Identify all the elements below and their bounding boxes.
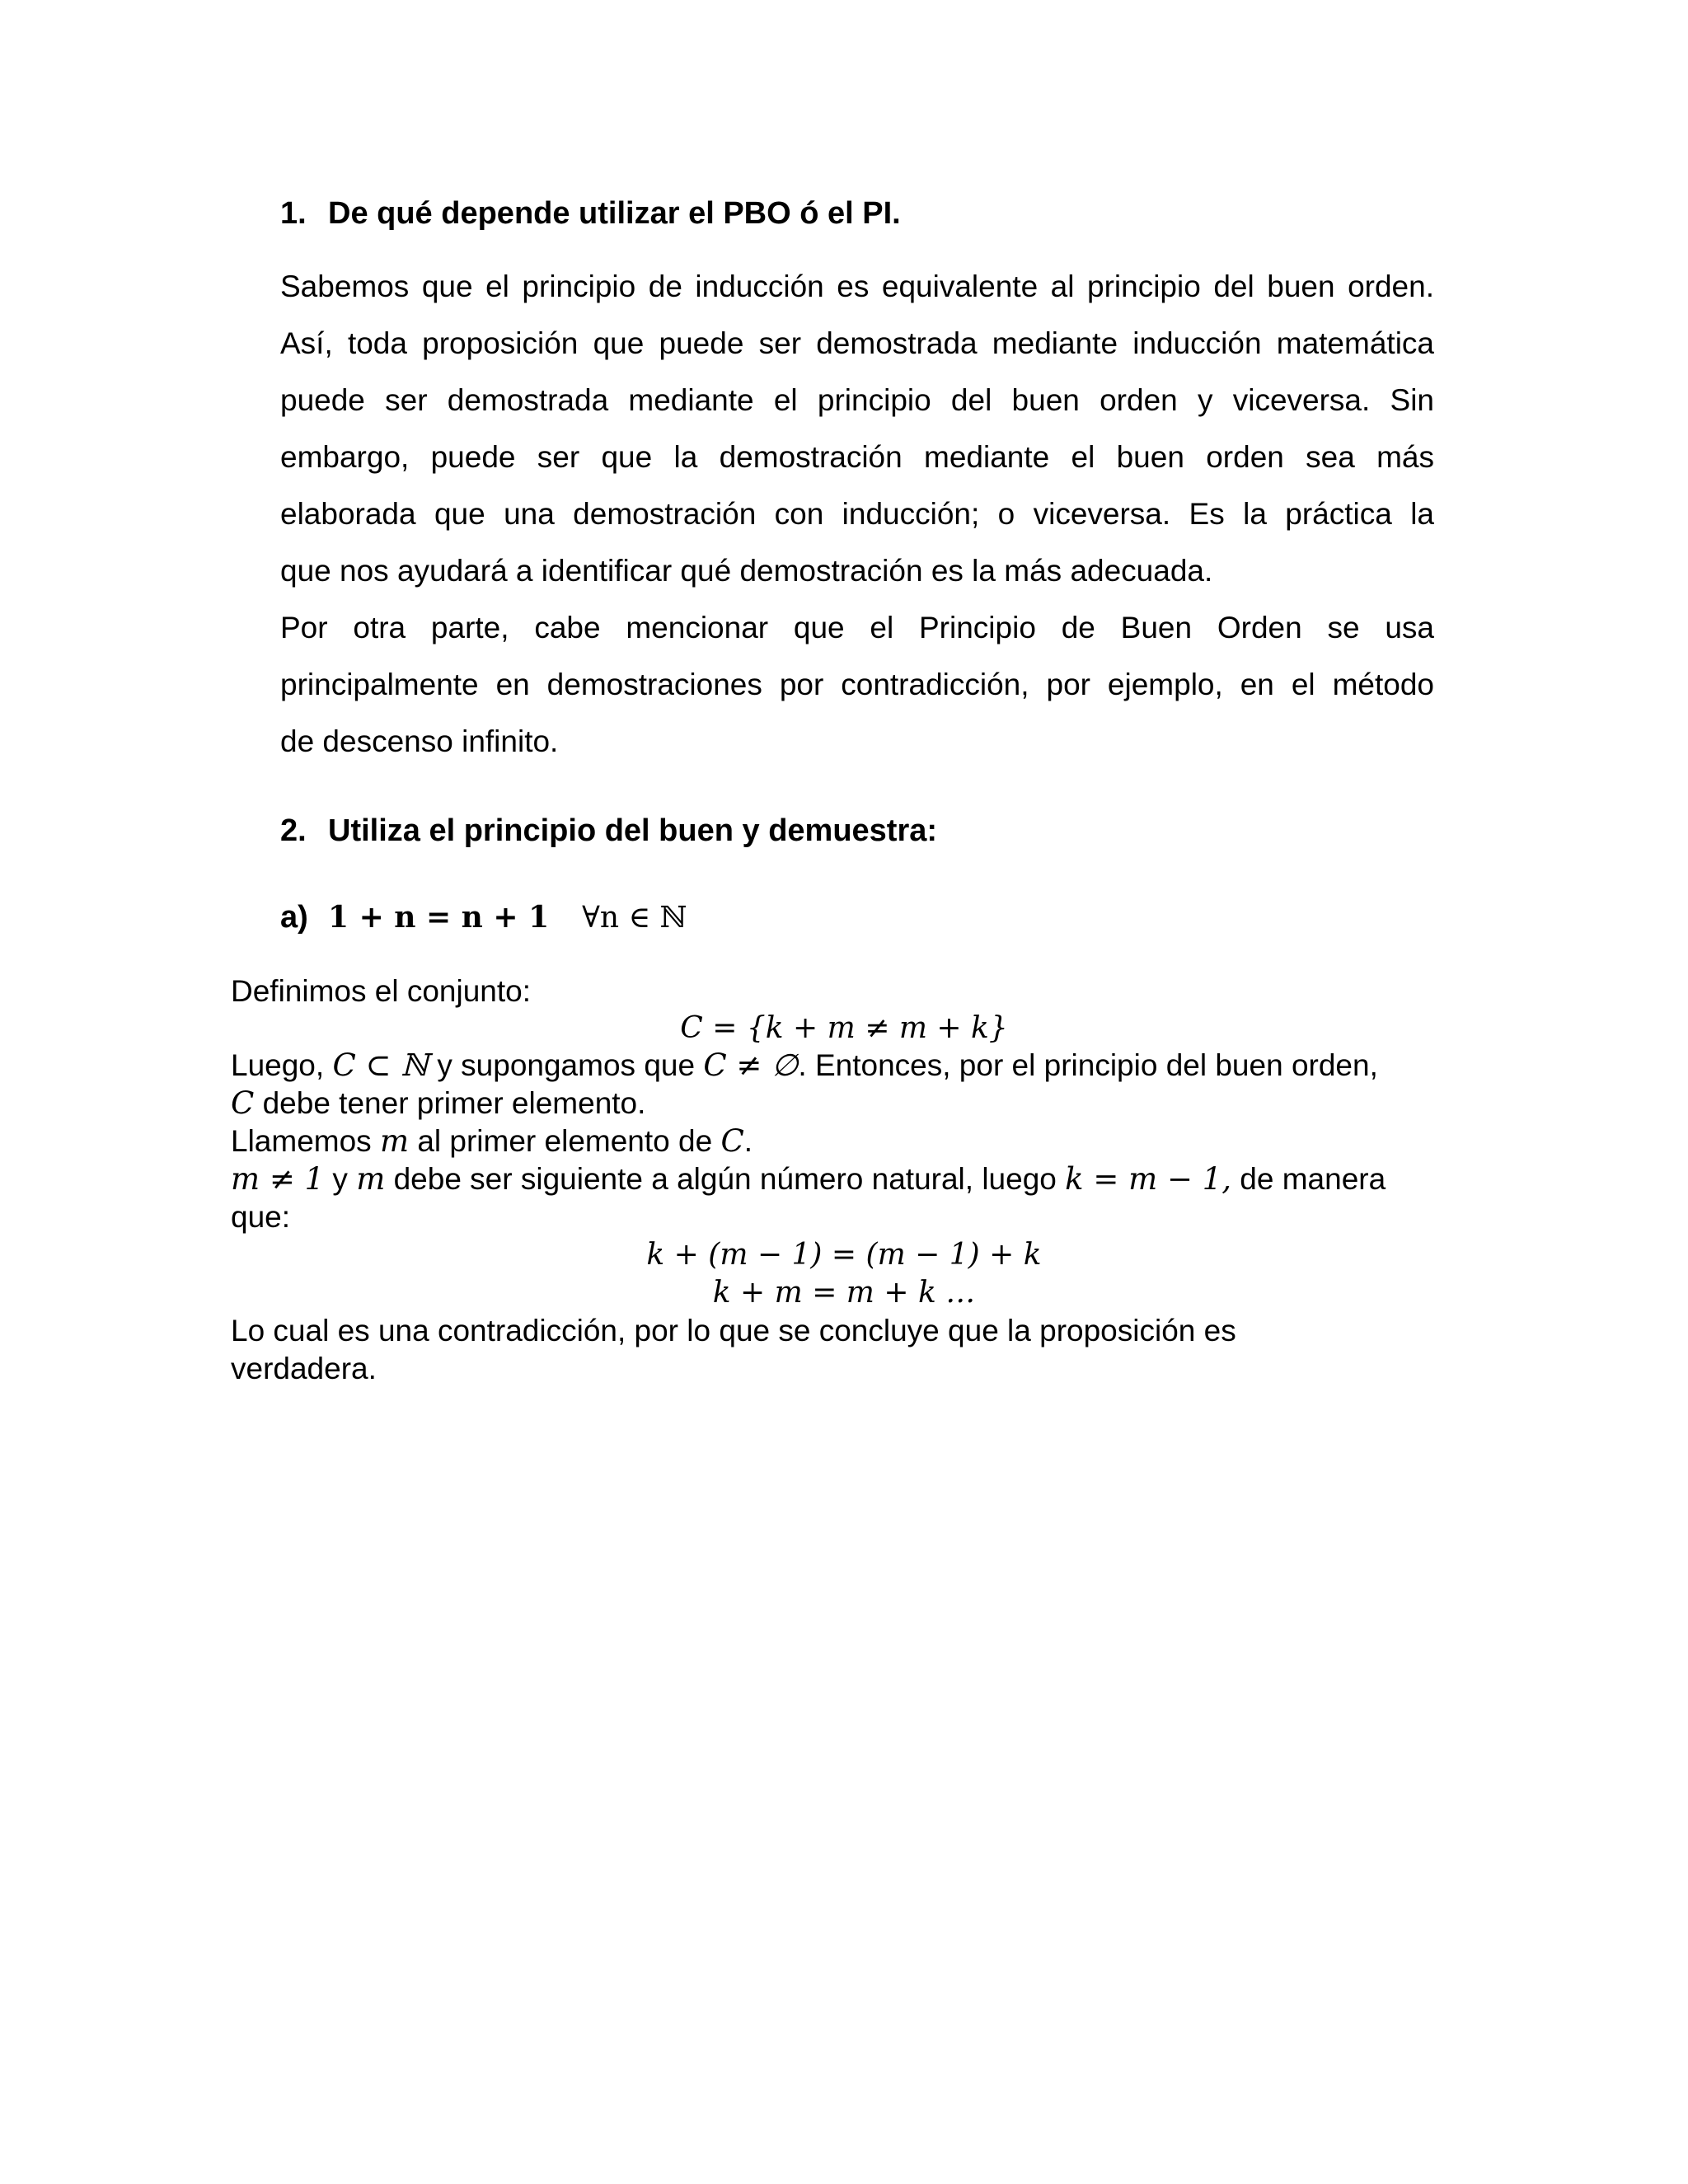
item-a-label: a): [280, 900, 308, 935]
math-span: C: [720, 1123, 744, 1159]
math-span: C ≠ ∅: [703, 1047, 799, 1083]
section-1-paragraph-2: [280, 599, 1434, 770]
text-span: al primer elemento de: [409, 1124, 721, 1158]
proof-line-1: Definimos el conjunto:: [231, 974, 532, 1008]
math-span: m ≠ 1: [231, 1161, 325, 1197]
proof-line-4: [231, 1122, 753, 1160]
equation-2: k + m = m + k …: [712, 1276, 976, 1310]
math-span: m: [356, 1161, 386, 1197]
section-1-paragraph-1: [280, 258, 1434, 599]
proof-line-6: que:: [231, 1200, 291, 1234]
equation-1: k + (m − 1) = (m − 1) + k: [646, 1238, 1042, 1272]
text-span: debe ser siguiente a algún número natural, luego: [385, 1162, 1066, 1196]
text-span: Llamemos: [231, 1124, 380, 1158]
text-span: debe tener primer elemento.: [254, 1086, 646, 1120]
proof-line-5: [231, 1160, 1386, 1198]
item-a: [280, 898, 687, 937]
proof-line-2: [231, 1047, 1378, 1085]
section-2-title: Utiliza el principio del buen y demuestra:: [328, 813, 938, 848]
paragraph-line: Sabemos que el principio de inducción es equivalente al principio del buen orden.: [280, 269, 1434, 303]
paragraph-line: elaborada que una demostración con inducción; o viceversa. Es la práctica la: [280, 497, 1434, 531]
set-equation: C = {k + m ≠ m + k}: [680, 1011, 1008, 1045]
section-1-number: 1.: [280, 196, 307, 231]
section-1-title: De qué depende utilizar el PBO ó el PI.: [328, 196, 901, 231]
proof-line-3: [231, 1085, 645, 1122]
paragraph-line: Así, toda proposición que puede ser demostrada mediante inducción matemática: [280, 326, 1434, 360]
conclusion-line-2: verdadera.: [231, 1352, 377, 1385]
text-span: . Entonces, por el principio del buen orden,: [798, 1048, 1378, 1082]
section-1-heading: [280, 194, 901, 232]
paragraph-line: puede ser demostrada mediante el principio del buen orden y viceversa. Sin: [280, 383, 1434, 417]
paragraph-line: Por otra parte, cabe mencionar que el Principio de Buen Orden se usa: [280, 611, 1434, 644]
section-2-number: 2.: [280, 813, 307, 848]
math-span: k = m − 1,: [1065, 1161, 1232, 1197]
text-span: de manera: [1231, 1162, 1386, 1196]
paragraph-line: que nos ayudará a identificar qué demostración es la más adecuada.: [280, 554, 1213, 588]
conclusion-line-1: Lo cual es una contradicción, por lo que se concluye que la proposición es: [231, 1314, 1236, 1347]
item-a-formula: 1 + n = n + 1: [328, 900, 550, 935]
math-span: C: [231, 1085, 255, 1121]
math-span: m: [379, 1123, 410, 1159]
math-span: C ⊂ ℕ: [332, 1047, 429, 1083]
section-2-heading: [280, 812, 937, 850]
paragraph-line: de descenso infinito.: [280, 724, 559, 758]
text-span: Luego,: [231, 1048, 333, 1082]
paragraph-line: embargo, puede ser que la demostración mediante el buen orden sea más: [280, 440, 1434, 474]
paragraph-line: principalmente en demostraciones por contradicción, por ejemplo, en el método: [280, 668, 1434, 701]
text-span: y: [324, 1162, 357, 1196]
text-span: .: [743, 1124, 753, 1158]
text-span: y supongamos que: [429, 1048, 704, 1082]
item-a-quantifier: ∀n ∈ ℕ: [582, 901, 687, 935]
